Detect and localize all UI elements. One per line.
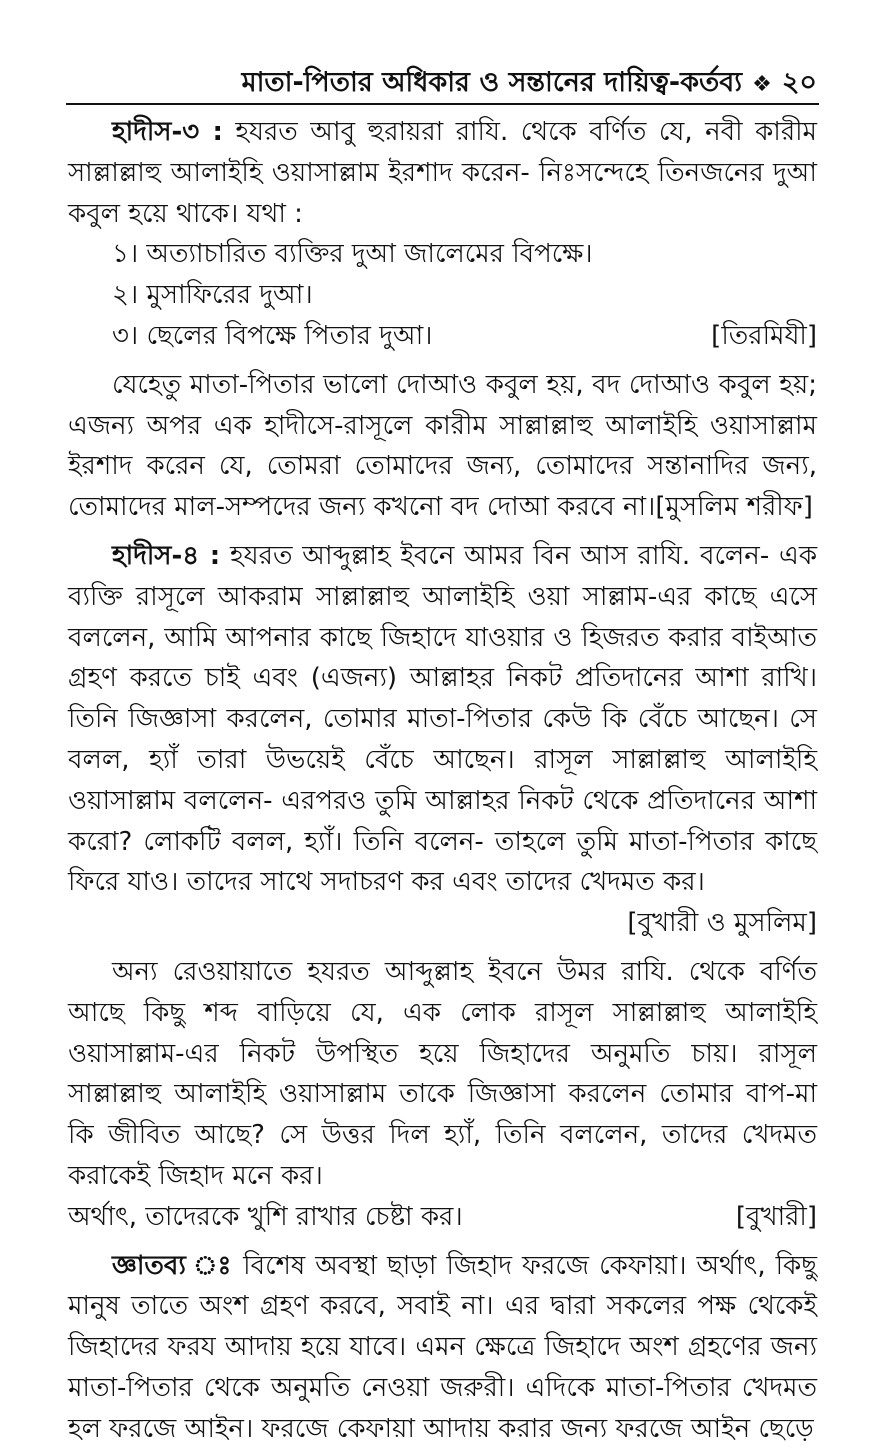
note-label: জ্ঞাতব্য ঃ bbox=[112, 1250, 234, 1281]
source-citation: [বুখারী] bbox=[735, 1201, 817, 1232]
hadith-3-label: হাদীস-৩ : bbox=[112, 117, 223, 147]
list-item: ২। মুসাফিরের দুআ। bbox=[112, 280, 313, 311]
header-rule bbox=[66, 103, 819, 105]
source-citation: [বুখারী ও মুসলিম] bbox=[627, 908, 817, 939]
hadith-4 bbox=[68, 536, 817, 944]
page-number: ২০ bbox=[781, 67, 817, 98]
note-text: জ্ঞাতব্য ঃ বিশেষ অবস্থা ছাড়া জিহাদ ফরজে কেফায়া। অর্থাৎ, কিছু মানুষ তাতে অংশ গ্রহণ করবে, সবাই না। এর দ্বারা সকলের পক্ষ থেকেই জিহাদের ফরয আদায় হয়ে যাবে। এমন ক্ষেত্রে জিহাদে অংশ গ্রহণের জন্য মাতা-পিতার থেকে অনুমতি নেওয়া জরুরী। এদিকে মাতা-পিতার খেদমত হল ফরজে আইন। ফরজে কেফায়া আদায় করার জন্য ফরজে আইন ছেড়ে bbox=[68, 1250, 817, 1444]
source-citation: [তিরমিযী] bbox=[711, 320, 817, 351]
hadith-4-text: হাদীস-৪ : হযরত আব্দুল্লাহ ইবনে আমর বিন আস রাযি. বলেন- এক ব্যক্তি রাসূলে আকরাম সাল্লাল্লাহু আলাইহি ওয়া সাল্লাম-এর কাছে এসে বললেন, আমি আপনার কাছে জিহাদে যাওয়ার ও হিজরত করার বাইআত গ্রহণ করতে চাই এবং (এজন্য) আল্লাহর নিকট প্রতিদানের আশা রাখি। তিনি জিজ্ঞাসা করলেন, তোমার মাতা-পিতার কেউ কি বেঁচে আছেন। সে বলল, হ্যাঁ তারা উভয়েই বেঁচে আছেন। রাসূল সাল্লাল্লাহু আলাইহি ওয়াসাল্লাম বললেন- এরপরও তুমি আল্লাহর নিকট থেকে প্রতিদানের আশা করো? লোকটি বলল, হ্যাঁ। তিনি বলেন- তাহলে তুমি মাতা-পিতার কাছে ফিরে যাও। তাদের সাথে সদাচরণ কর এবং তাদের খেদমত কর। bbox=[68, 540, 818, 898]
hadith-3-text: হাদীস-৩ : হযরত আবু হুরায়রা রাযি. থেকে বর্ণিত যে, নবী কারীম সাল্লাল্লাহু আলাইহি ওয়াসাল্লাম ইরশাদ করেন- নিঃসন্দেহে তিনজনের দুআ কবুল হয়ে থাকে। যথা : bbox=[68, 117, 817, 229]
list-item: ১। অত্যাচারিত ব্যক্তির দুআ জালেমের বিপক্ষে। bbox=[112, 239, 593, 270]
paragraph-text: অন্য রেওয়ায়াতে হযরত আব্দুল্লাহ ইবনে উমর রাযি. থেকে বর্ণিত আছে কিছু শব্দ বাড়িয়ে যে, এক লোক রাসূল সাল্লাল্লাহু আলাইহি ওয়াসাল্লাম-এর নিকট উপস্থিত হয়ে জিহাদের অনুমতি চায়। রাসূল সাল্লাল্লাহু আলাইহি ওয়াসাল্লাম তাকে জিজ্ঞাসা করলেন তোমার বাপ-মা কি জীবিত আছে? সে উত্তর দিল হ্যাঁ, তিনি বললেন, তাদের খেদমত করাকেই জিহাদ মনে কর। bbox=[68, 956, 817, 1191]
dua-paragraph bbox=[68, 365, 817, 528]
paragraph-text: যেহেতু মাতা-পিতার ভালো দোআও কবুল হয়, বদ দোআও কবুল হয়; এজন্য অপর এক হাদীসে-রাসূলে কারীম সাল্লাল্লাহু আলাইহি ওয়াসাল্লাম ইরশাদ করেন যে, তোমরা তোমাদের জন্য, তোমাদের সন্তানাদির জন্য, তোমাদের মাল-সম্পদের জন্য কখনো বদ দোআ করবে না। bbox=[68, 369, 817, 523]
note-paragraph bbox=[68, 1246, 817, 1450]
ornament-icon: ❖ bbox=[752, 72, 772, 97]
list-item-with-source bbox=[68, 316, 817, 357]
hadith-4-label: হাদীস-৪ : bbox=[112, 540, 221, 571]
hadith-3 bbox=[68, 112, 817, 357]
riwayah-paragraph bbox=[68, 952, 817, 1238]
source-citation: [মুসলিম শরীফ] bbox=[655, 492, 813, 523]
chapter-title: মাতা-পিতার অধিকার ও সন্তানের দায়িত্ব-কর্তব্য bbox=[241, 67, 743, 98]
list-item: ৩। ছেলের বিপক্ষে পিতার দুআ। bbox=[112, 320, 433, 351]
paragraph-last-line: অর্থাৎ, তাদেরকে খুশি রাখার চেষ্টা কর। bbox=[68, 1201, 463, 1232]
page-body bbox=[68, 112, 817, 1450]
running-header bbox=[130, 62, 817, 107]
last-line-with-source bbox=[68, 1197, 817, 1238]
